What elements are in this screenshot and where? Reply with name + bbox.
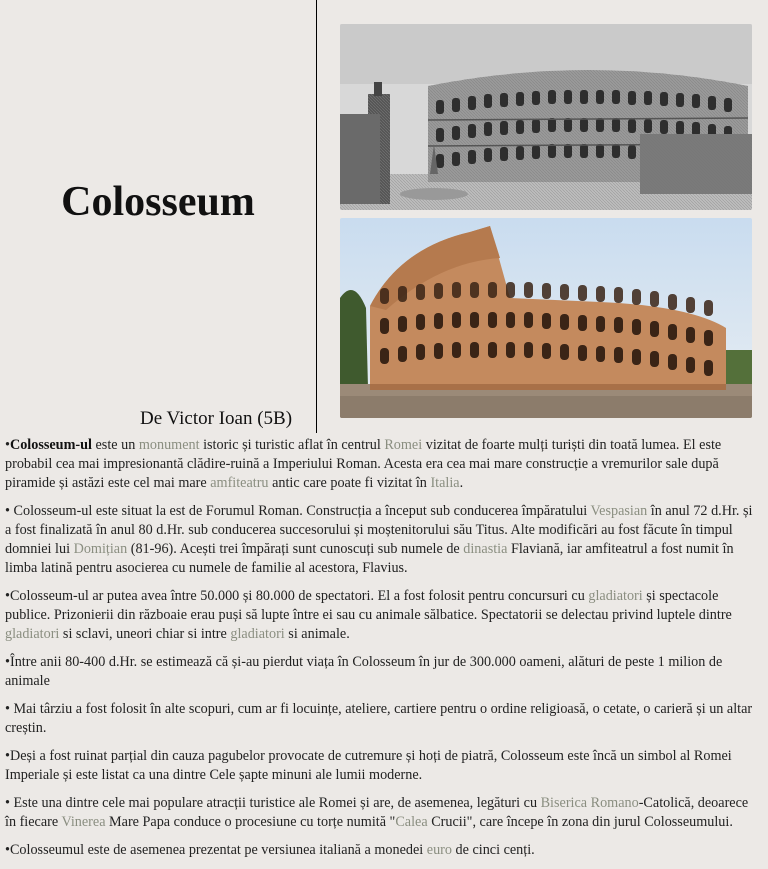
- text-span: vizitat de foarte mulți turiști din toată lumea. El este probabil cea mai impresionantă clădire-ruină a Imperiului Roman. Acesta era cea mai mare construcție a vremurilor sale după piramide și astăzi este cel mai mare: [5, 437, 722, 491]
- text-span: .: [459, 475, 464, 491]
- colosseum-engraving-image: [340, 24, 752, 210]
- paragraph: [5, 700, 761, 738]
- text-span: -Catolică, deoarece în fiecare: [5, 795, 749, 830]
- text-span: •Colosseum-ul ar putea avea între 50.000 și 80.000 de spectatori. El a fost folosit pentru concursuri cu: [5, 588, 589, 604]
- wiki-link[interactable]: monument: [138, 437, 200, 453]
- text-span: și spectacole publice. Prizonierii din războaie erau puși să lupte între ei sau cu animale sălbatice. Spectatorii se delectau privind luptele dintre: [5, 588, 732, 623]
- text-span: • Colosseum-ul este situat la est de Forumul Roman. Construcția a început sub conducerea împăratului: [5, 503, 591, 519]
- author-credit: De Victor Ioan (5B): [140, 408, 293, 429]
- text-span: si sclavi, uneori chiar si intre: [59, 626, 231, 642]
- text-span: Flaviană, iar amfiteatrul a fost numit în limba latină pentru asocierea cu numele de familie al acestora, Flavius.: [5, 541, 734, 576]
- wiki-link[interactable]: gladiatori: [230, 626, 285, 642]
- text-span: • Este una dintre cele mai populare atracții turistice ale Romei și are, de asemenea, legături cu: [5, 795, 541, 811]
- text-span: •Colosseumul este de asemenea prezentat pe versiunea italiană a monedei: [5, 842, 427, 858]
- vertical-divider: [316, 0, 317, 433]
- text-span: •: [5, 437, 10, 453]
- text-span: antic care poate fi vizitat în: [268, 475, 431, 491]
- text-span: •Între anii 80-400 d.Hr. se estimează că și-au pierdut viața în Colosseum în jur de 300.000 oameni, alături de peste 1 milion de animale: [5, 654, 723, 689]
- wiki-link[interactable]: Calea: [395, 814, 428, 830]
- page-title: Colosseum: [61, 179, 255, 225]
- wiki-link[interactable]: Vespasian: [590, 503, 648, 519]
- wiki-link[interactable]: gladiatori: [5, 626, 60, 642]
- text-span: si animale.: [284, 626, 350, 642]
- wiki-link[interactable]: euro: [426, 842, 452, 858]
- bold-term: Colosseum-ul: [9, 437, 92, 453]
- text-span: este un: [91, 437, 139, 453]
- text-span: istoric și turistic aflat în centrul: [199, 437, 385, 453]
- paragraph: [5, 653, 761, 691]
- article-body: [5, 436, 761, 869]
- wiki-link[interactable]: dinastia: [463, 541, 508, 557]
- paragraph: [5, 747, 761, 785]
- wiki-link[interactable]: amfiteatru: [210, 475, 269, 491]
- text-span: de cinci cenți.: [451, 842, 535, 858]
- colosseum-photo-image: [340, 218, 752, 418]
- paragraph: [5, 436, 761, 493]
- text-span: Crucii", care începe în zona din jurul Colosseumului.: [427, 814, 733, 830]
- paragraph: [5, 587, 761, 644]
- wiki-link[interactable]: gladiatori: [588, 588, 643, 604]
- text-span: în anul 72 d.Hr. și a fost finalizată în anul 80 d.Hr. sub conducerea succesorului și moștenitorului său Titus. Alte modificări au fost făcute în timpul domniei lui: [5, 503, 753, 557]
- paragraph: [5, 841, 761, 860]
- text-span: Mare Papa conduce o procesiune cu torțe numită ": [105, 814, 396, 830]
- paragraph: [5, 502, 761, 578]
- wiki-link[interactable]: Domițian: [73, 541, 128, 557]
- wiki-link[interactable]: Italia: [430, 475, 460, 491]
- text-span: •Deși a fost ruinat parțial din cauza pagubelor provocate de cutremure și hoți de piatră, Colosseum este încă un simbol al Romei Imperiale și este listat ca una dintre Cele șapte minuni ale lumii moderne.: [5, 748, 732, 783]
- paragraph: [5, 794, 761, 832]
- text-span: (81-96). Acești trei împărați sunt cunoscuți sub numele de: [127, 541, 464, 557]
- wiki-link[interactable]: Vinerea: [61, 814, 106, 830]
- text-span: • Mai târziu a fost folosit în alte scopuri, cum ar fi locuințe, ateliere, cartiere pentru o ordine religioasă, o cetate, o carieră și un altar creștin.: [5, 701, 753, 736]
- wiki-link[interactable]: Biserica Romano: [540, 795, 639, 811]
- wiki-link[interactable]: Romei: [384, 437, 423, 453]
